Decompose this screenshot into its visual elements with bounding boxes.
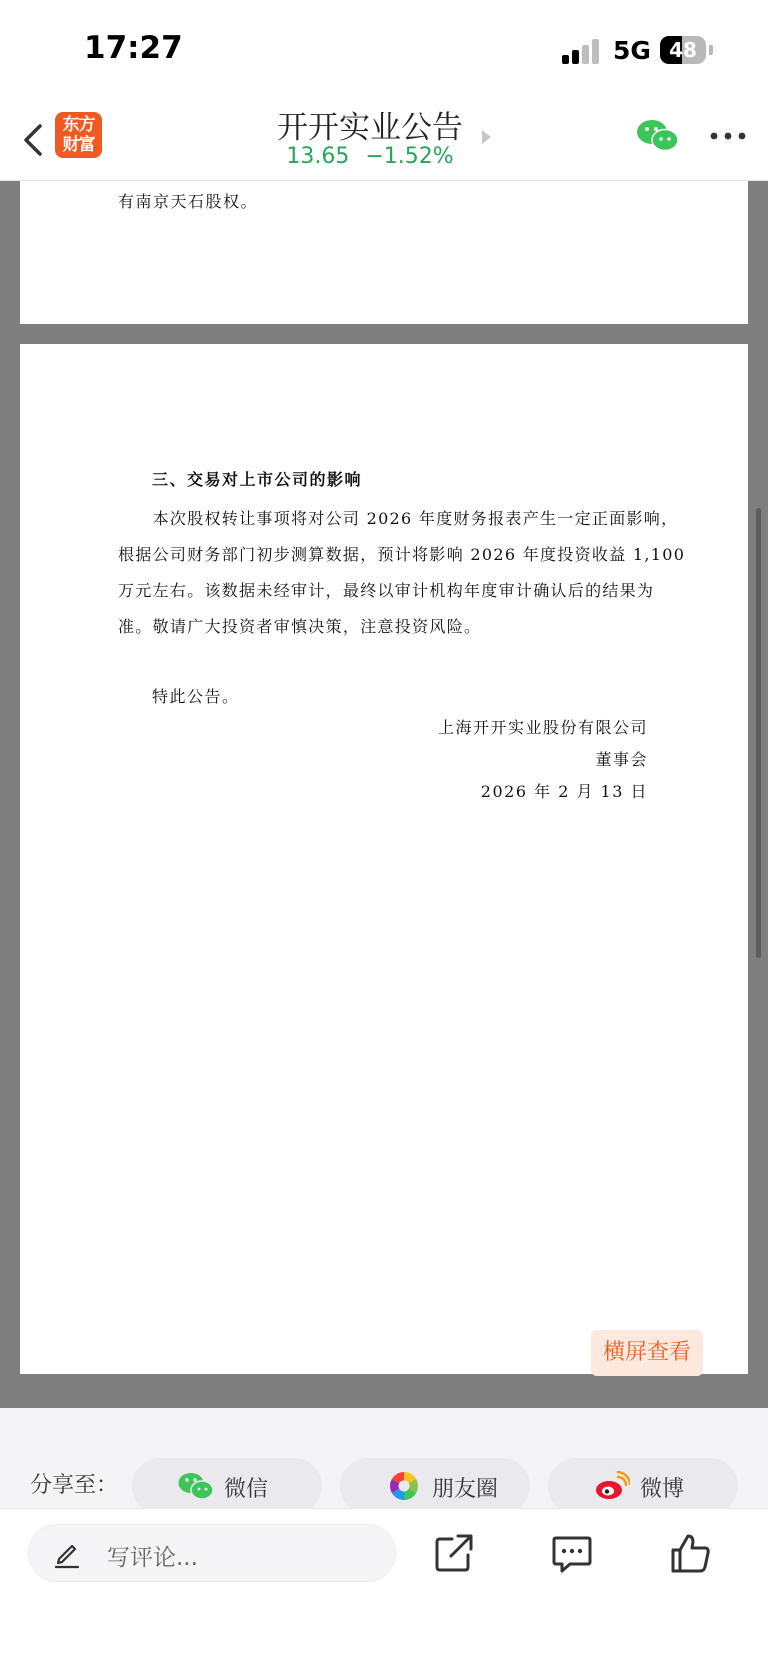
logo-line-2: 财富 bbox=[62, 135, 95, 155]
page-title: 开开实业公告 bbox=[277, 110, 463, 146]
more-icon[interactable] bbox=[708, 130, 748, 142]
app-header bbox=[0, 100, 768, 181]
status-bar bbox=[0, 0, 768, 100]
landscape-view-button[interactable]: 横屏查看 bbox=[591, 1330, 703, 1376]
page-text: 有南京天石股权。 bbox=[118, 192, 259, 211]
battery-cap bbox=[709, 45, 713, 55]
moments-icon bbox=[386, 1471, 422, 1501]
comment-input[interactable] bbox=[28, 1524, 396, 1582]
share-moments-button[interactable] bbox=[340, 1458, 530, 1514]
share-row bbox=[0, 1408, 768, 1508]
document-page bbox=[20, 344, 748, 1374]
body-line: 本次股权转让事项将对公司 2026 年度财务报表产生一定正面影响， bbox=[118, 509, 679, 528]
back-icon[interactable] bbox=[16, 120, 56, 160]
wechat-icon[interactable] bbox=[636, 118, 680, 154]
share-icon[interactable] bbox=[432, 1531, 476, 1575]
battery-level: 48 bbox=[669, 38, 697, 62]
document-page bbox=[20, 181, 748, 324]
scrollbar[interactable] bbox=[756, 508, 761, 958]
signal-icon bbox=[562, 38, 602, 64]
stock-change: −1.52% bbox=[365, 144, 454, 169]
closing-text: 特此公告。 bbox=[152, 687, 240, 706]
document-viewer[interactable] bbox=[0, 181, 768, 1408]
share-wechat-button[interactable] bbox=[132, 1458, 322, 1514]
status-time: 17:27 bbox=[84, 30, 183, 66]
share-moments-label: 朋友圈 bbox=[432, 1477, 499, 1502]
weibo-icon bbox=[594, 1471, 630, 1501]
battery-icon bbox=[660, 36, 706, 64]
body-line: 准。敬请广大投资者审慎决策，注意投资风险。 bbox=[118, 617, 482, 636]
announcement-date: 2026 年 2 月 13 日 bbox=[480, 782, 648, 801]
share-label: 分享至： bbox=[30, 1473, 119, 1498]
pen-icon bbox=[53, 1539, 81, 1569]
logo-line-1: 东方 bbox=[62, 115, 95, 135]
comment-icon[interactable] bbox=[550, 1531, 594, 1575]
share-weibo-button[interactable] bbox=[548, 1458, 738, 1514]
company-name: 上海开开实业股份有限公司 bbox=[437, 718, 648, 737]
wechat-icon bbox=[178, 1471, 214, 1501]
share-weibo-label: 微博 bbox=[640, 1477, 685, 1502]
stock-quote[interactable] bbox=[200, 144, 540, 169]
thumbs-up-icon[interactable] bbox=[668, 1531, 712, 1575]
body-line: 万元左右。该数据未经审计，最终以审计机构年度审计确认后的结果为 bbox=[118, 581, 655, 600]
board-name: 董事会 bbox=[595, 750, 648, 769]
bottom-action-bar bbox=[0, 1508, 768, 1664]
comment-placeholder: 写评论... bbox=[107, 1545, 198, 1571]
body-line: 根据公司财务部门初步测算数据，预计将影响 2026 年度投资收益 1,100 bbox=[118, 545, 686, 564]
stock-price: 13.65 bbox=[286, 144, 350, 169]
network-type: 5G bbox=[613, 36, 651, 65]
section-heading: 三、交易对上市公司的影响 bbox=[152, 470, 363, 489]
eastmoney-logo bbox=[55, 112, 102, 158]
share-wechat-label: 微信 bbox=[224, 1477, 269, 1502]
caret-right-icon[interactable] bbox=[482, 130, 491, 144]
